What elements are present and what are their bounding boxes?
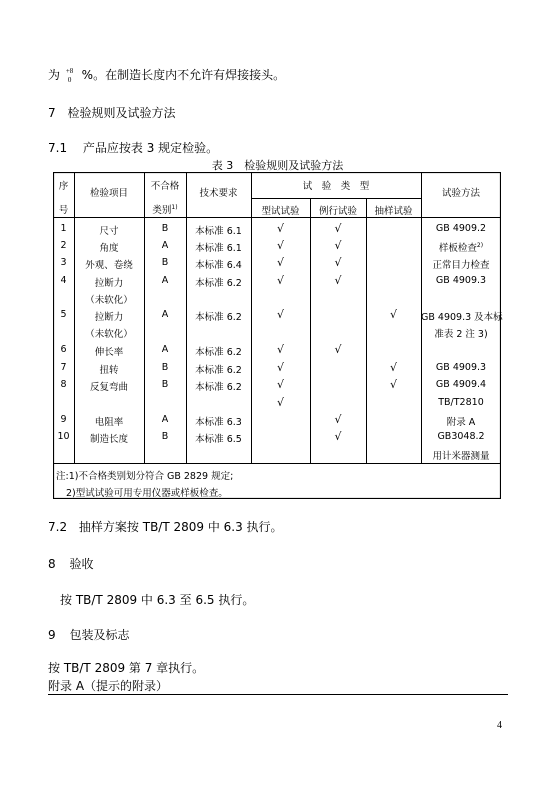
section-7-2-heading	[48, 518, 283, 535]
header-category-bottom	[144, 202, 186, 216]
row-number: 9	[60, 414, 67, 425]
row-method	[421, 240, 501, 254]
row-method-sub: 用计米器测量	[432, 451, 490, 462]
check-mark: √	[276, 274, 284, 287]
row-item: 制造长度	[89, 434, 128, 445]
row-item: 外观、卷绕	[85, 260, 133, 271]
check-mark: √	[276, 396, 284, 409]
header-routine-test: 例行试验	[318, 206, 357, 217]
tolerance-upper: +8	[65, 66, 74, 75]
section-9-number: 9	[48, 628, 56, 642]
section-7-number: 7	[48, 106, 56, 120]
section-8-body: 按 TB/T 2809 中 6.3 至 6.5 执行。	[60, 593, 255, 607]
section-7-1-text: 产品应按表 3 规定检验。	[82, 141, 219, 155]
check-mark: √	[276, 239, 284, 252]
row-method-sub: 准表 2 注 3)	[434, 329, 488, 340]
check-mark: √	[389, 361, 397, 374]
header-item: 检验项目	[89, 188, 128, 199]
header-category-top: 不合格	[150, 181, 180, 192]
annex-title: 附录 A（提示的附录）	[48, 679, 169, 693]
section-8-number: 8	[48, 557, 56, 571]
header-seq-top: 序	[58, 181, 69, 192]
row-number: 2	[60, 240, 67, 251]
row-method: 附录 A	[446, 417, 476, 428]
row-requirement: 本标准 6.4	[195, 260, 242, 271]
check-mark: √	[389, 308, 397, 321]
row-category: A	[161, 309, 169, 320]
page-number: 4	[497, 720, 502, 731]
row-number: 1	[60, 223, 67, 234]
row-item: 电阻率	[94, 417, 124, 428]
section-7-2-text: 抽样方案按 TB/T 2809 中 6.3 执行。	[78, 520, 283, 534]
row-category: B	[161, 379, 169, 390]
table-caption: 表 3 检验规则及试验方法	[211, 159, 344, 172]
row-number: 8	[60, 379, 67, 390]
row-category: B	[161, 362, 169, 373]
row-item: 反复弯曲	[89, 382, 128, 393]
row-requirement: 本标准 6.1	[195, 243, 242, 254]
row-method: GB 4909.4	[435, 379, 487, 390]
section-7-2-number: 7.2	[48, 520, 68, 534]
row-method: GB 4909.3	[435, 275, 487, 286]
check-mark: √	[276, 343, 284, 356]
table-note-1: 注:1)不合格类别划分符合 GB 2829 规定;	[56, 471, 234, 482]
row-method: GB 4909.2	[435, 223, 487, 234]
header-category-bottom-text: 类别	[152, 205, 172, 216]
row-number: 5	[60, 309, 67, 320]
check-mark: √	[334, 239, 342, 252]
intro-suffix: %。在制造长度内不允许有焊接接头。	[81, 68, 286, 82]
row-category: A	[161, 414, 169, 425]
intro-prefix: 为	[48, 68, 61, 82]
row-requirement: 本标准 6.3	[195, 417, 242, 428]
section-7-1-number: 7.1	[48, 141, 68, 155]
row-requirement: 本标准 6.2	[195, 312, 242, 323]
check-mark: √	[276, 361, 284, 374]
row-item-sub: （未软化）	[85, 295, 133, 306]
check-mark: √	[334, 430, 342, 443]
section-7-title: 检验规则及试验方法	[67, 106, 176, 120]
table-note-2: 2)型试试验可用专用仪器或样板检查。	[66, 488, 228, 499]
row-method: TB/T2810	[438, 397, 484, 408]
section-9-title: 包装及标志	[69, 628, 130, 642]
row-number: 10	[57, 431, 70, 442]
row-category: A	[161, 275, 169, 286]
check-mark: √	[334, 413, 342, 426]
section-8-title: 验收	[69, 557, 94, 571]
section-9-body: 按 TB/T 2809 第 7 章执行。	[48, 661, 205, 675]
row-category: A	[161, 344, 169, 355]
row-requirement: 本标准 6.2	[195, 382, 242, 393]
row-item: 拉断力	[94, 312, 124, 323]
row-item: 角度	[99, 243, 119, 254]
row-method-sup: 2)	[476, 241, 484, 249]
header-method: 试验方法	[441, 188, 480, 199]
section-7-1-heading	[48, 139, 218, 156]
header-sample-test: 抽样试验	[374, 206, 413, 217]
section-8-heading	[48, 555, 93, 572]
check-mark: √	[276, 256, 284, 269]
section-9-heading	[48, 626, 129, 643]
row-category: B	[161, 257, 169, 268]
row-category: B	[161, 223, 169, 234]
row-method: GB 4909.3	[435, 362, 487, 373]
section-7-heading	[48, 104, 175, 121]
row-number: 4	[60, 275, 67, 286]
row-requirement: 本标准 6.5	[195, 434, 242, 445]
header-requirement: 技术要求	[199, 188, 238, 199]
row-requirement: 本标准 6.2	[195, 365, 242, 376]
check-mark: √	[276, 378, 284, 391]
row-category: B	[161, 431, 169, 442]
row-number: 3	[60, 257, 67, 268]
intro-line	[48, 66, 285, 83]
inspection-table	[53, 172, 501, 499]
footer-divider	[48, 694, 508, 695]
header-type-test: 型试试验	[261, 206, 300, 217]
row-requirement: 本标准 6.1	[195, 226, 242, 237]
row-requirement: 本标准 6.2	[195, 347, 242, 358]
check-mark: √	[334, 343, 342, 356]
check-mark: √	[334, 222, 342, 235]
row-item: 扭转	[99, 365, 119, 376]
check-mark: √	[389, 378, 397, 391]
row-item-sub: （未软化）	[85, 329, 133, 340]
row-item: 拉断力	[94, 278, 124, 289]
header-type-group: 试 验 类 型	[302, 181, 370, 192]
row-number: 7	[60, 362, 67, 373]
row-requirement: 本标准 6.2	[195, 278, 242, 289]
row-category: A	[161, 240, 169, 251]
check-mark: √	[334, 256, 342, 269]
check-mark: √	[334, 274, 342, 287]
row-item: 尺寸	[99, 226, 119, 237]
row-number: 6	[60, 344, 67, 355]
row-method: GB 4909.3 及本标	[421, 312, 503, 323]
check-mark: √	[276, 308, 284, 321]
tolerance-lower: 0	[67, 75, 72, 84]
row-method-text: 样板检查	[438, 243, 477, 254]
row-item: 伸长率	[94, 347, 124, 358]
tolerance-stack	[64, 66, 78, 84]
row-method: GB3048.2	[437, 431, 485, 442]
header-seq-bottom: 号	[58, 205, 69, 216]
header-category-sup: 1)	[171, 203, 178, 211]
row-method: 正常目力检查	[432, 260, 490, 271]
check-mark: √	[276, 222, 284, 235]
